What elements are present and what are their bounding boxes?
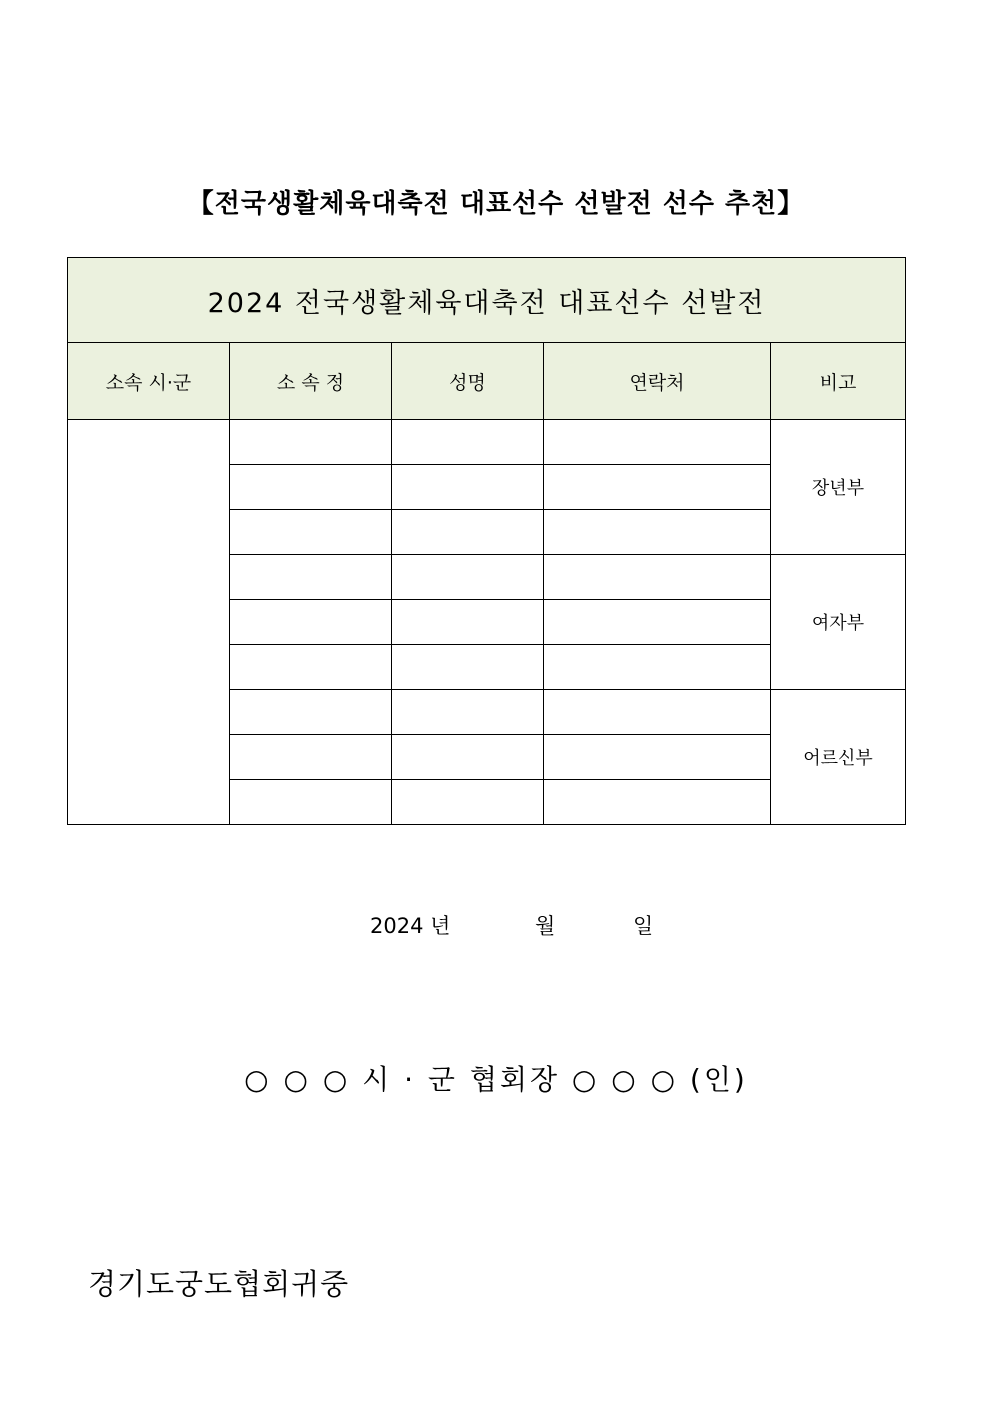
contact-cell[interactable] — [544, 510, 771, 555]
date-month: 월 — [535, 914, 556, 938]
range-cell[interactable] — [230, 780, 392, 825]
affiliation-city-cell[interactable] — [68, 420, 230, 825]
header-contact: 연락처 — [544, 343, 771, 420]
table-row — [68, 420, 906, 465]
range-cell[interactable] — [230, 465, 392, 510]
date-year: 2024 년 — [370, 914, 451, 938]
name-cell[interactable] — [392, 420, 544, 465]
header-remarks: 비고 — [771, 343, 906, 420]
name-cell[interactable] — [392, 600, 544, 645]
header-name: 성명 — [392, 343, 544, 420]
contact-cell[interactable] — [544, 600, 771, 645]
contact-cell[interactable] — [544, 420, 771, 465]
range-cell[interactable] — [230, 555, 392, 600]
table-banner: 2024 전국생활체육대축전 대표선수 선발전 — [68, 258, 906, 343]
contact-cell[interactable] — [544, 465, 771, 510]
name-cell[interactable] — [392, 510, 544, 555]
header-affiliation-city: 소속 시·군 — [68, 343, 230, 420]
name-cell[interactable] — [392, 555, 544, 600]
signature-line: ○ ○ ○ 시 · 군 협회장 ○ ○ ○ (인) — [244, 1063, 748, 1096]
range-cell[interactable] — [230, 600, 392, 645]
contact-cell[interactable] — [544, 735, 771, 780]
range-cell[interactable] — [230, 420, 392, 465]
name-cell[interactable] — [392, 780, 544, 825]
recipient: 경기도궁도협회귀중 — [88, 1267, 350, 1301]
document-title: 【전국생활체육대축전 대표선수 선발전 선수 추천】 — [187, 189, 805, 219]
range-cell[interactable] — [230, 645, 392, 690]
name-cell[interactable] — [392, 465, 544, 510]
range-cell[interactable] — [230, 735, 392, 780]
range-cell[interactable] — [230, 510, 392, 555]
contact-cell[interactable] — [544, 780, 771, 825]
contact-cell[interactable] — [544, 555, 771, 600]
recommendation-table — [67, 257, 906, 825]
group-label-elderly: 어르신부 — [771, 690, 906, 825]
contact-cell[interactable] — [544, 645, 771, 690]
name-cell[interactable] — [392, 645, 544, 690]
name-cell[interactable] — [392, 735, 544, 780]
contact-cell[interactable] — [544, 690, 771, 735]
date-day: 일 — [633, 914, 654, 938]
table-banner-row — [68, 258, 906, 343]
header-affiliation-archery-range: 소 속 정 — [230, 343, 392, 420]
table-header-row — [68, 343, 906, 420]
group-label-senior: 장년부 — [771, 420, 906, 555]
name-cell[interactable] — [392, 690, 544, 735]
range-cell[interactable] — [230, 690, 392, 735]
group-label-women: 여자부 — [771, 555, 906, 690]
